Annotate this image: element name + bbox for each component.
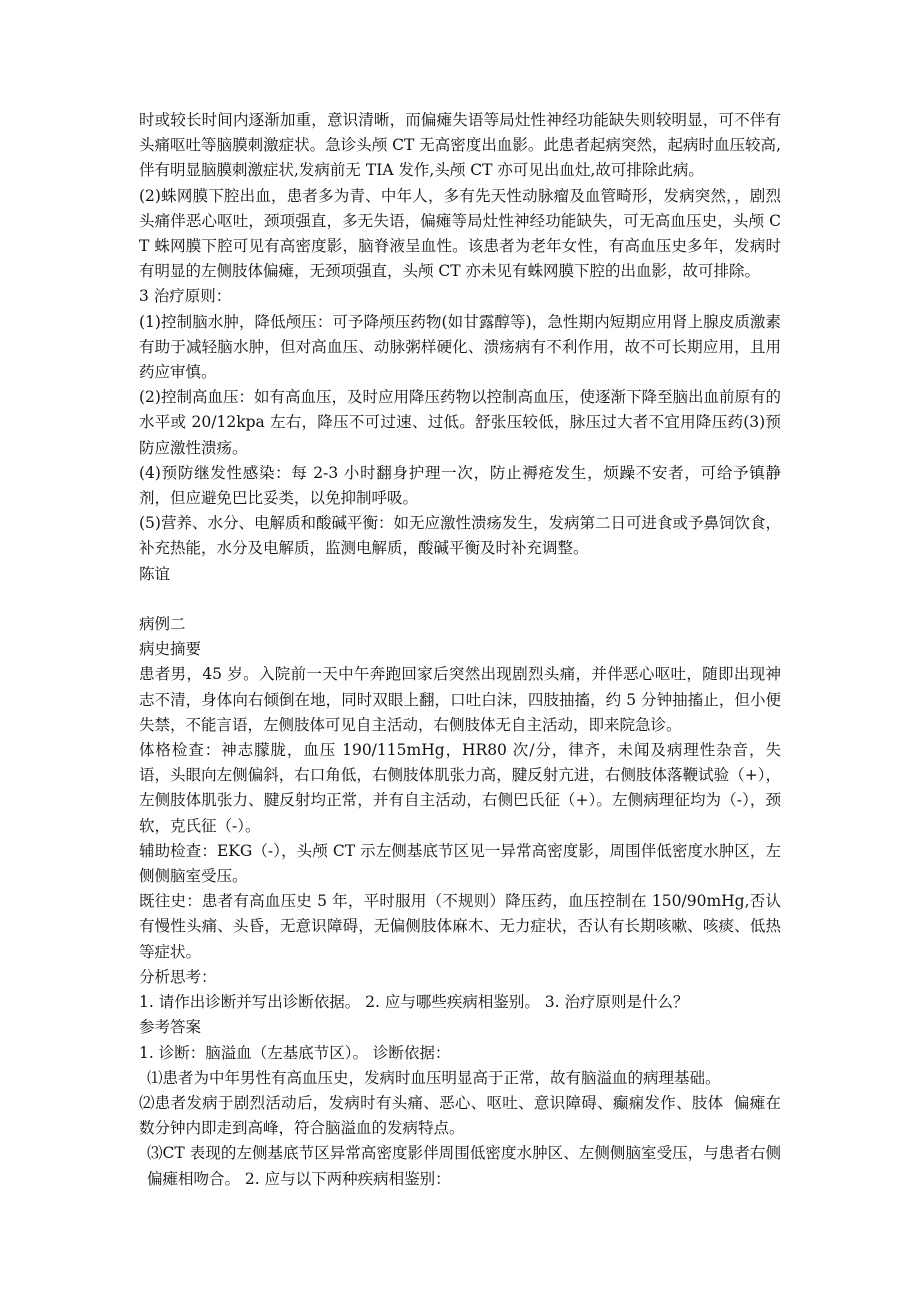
paragraph-treatment-2: (2)控制高血压：如有高血压，及时应用降压药物以控制高血压，使逐渐下降至脑出血前原有的水平或 20/12kpa 左右，降压不可过速、过低。舒张压较低，脉压过大者不宜用降压药(3)预防应激性溃疡。 xyxy=(139,388,781,457)
document-body xyxy=(139,108,781,1192)
paragraph-hemorrhage-differential-continued: 时或较长时间内逐渐加重，意识清晰，而偏瘫失语等局灶性神经功能缺失则较明显，可不伴有头痛呕吐等脑膜刺激症状。急诊头颅 CT 无高密度出血影。此患者起病突然，起病时血压较高,伴有明显脑膜刺激症状,发病前无 TIA 发作,头颅 CT 亦可见出血灶,故可排除此病。 xyxy=(139,111,781,180)
paragraph-treatment-5: (5)营养、水分、电解质和酸碱平衡：如无应激性溃疡发生，发病第二日可进食或予鼻饲饮食，补充热能，水分及电解质，监测电解质，酸碱平衡及时补充调整。 xyxy=(139,514,781,558)
paragraph-treatment-1: (1)控制脑水肿，降低颅压：可予降颅压药物(如甘露醇等)，急性期内短期应用肾上腺皮质激素有助于减轻脑水肿，但对高血压、动脉粥样硬化、溃疡病有不利作用，故不可长期应用，且用药应审慎。 xyxy=(139,312,781,382)
section-history-summary: 病史摘要 xyxy=(139,640,202,659)
paragraph-basis-1: ⑴患者为中年男性有高血压史，发病时血压明显高于正常，故有脑溢血的病理基础。 xyxy=(147,1068,721,1087)
blank-line xyxy=(139,587,781,612)
heading-analysis: 分析思考： xyxy=(139,967,217,986)
author-name: 陈谊 xyxy=(139,564,171,583)
paragraph-basis-2: ⑵患者发病于剧烈活动后，发病时有头痛、恶心、呕吐、意识障碍、癫痫发作、肢体 偏瘫在数分钟内即走到高峰，符合脑溢血的发病特点。 xyxy=(139,1093,781,1138)
paragraph-past-history: 既往史：患者有高血压史 5 年，平时服用（不规则）降压药，血压控制在 150/90mHg,否认有慢性头痛、头昏，无意识障碍，无偏侧肢体麻木、无力症状，否认有长期咳嗽、咳痰、低热等症状。 xyxy=(139,892,781,961)
paragraph-basis-3: ⑶CT 表现的左侧基底节区异常高密度影伴周围低密度水肿区、左侧侧脑室受压，与患者右侧偏瘫相吻合。 2. 应与以下两种疾病相鉴别： xyxy=(147,1144,781,1188)
heading-reference-answer: 参考答案 xyxy=(139,1018,202,1037)
paragraph-diagnosis: 1. 诊断：脑溢血（左基底节区）。 诊断依据： xyxy=(139,1043,451,1062)
paragraph-treatment-4: (4)预防继发性感染：每 2-3 小时翻身护理一次，防止褥疮发生，烦躁不安者，可给予镇静剂，但应避免巴比妥类，以免抑制呼吸。 xyxy=(139,463,781,508)
heading-treatment-principles: 3 治疗原则： xyxy=(139,287,232,306)
paragraph-questions: 1. 请作出诊断并写出诊断依据。 2. 应与哪些疾病相鉴别。 3. 治疗原则是什么？ xyxy=(139,993,689,1012)
case-title: 病例二 xyxy=(139,615,186,634)
paragraph-history: 患者男，45 岁。入院前一天中午奔跑回家后突然出现剧烈头痛，并伴恶心呕吐，随即出现神志不清，身体向右倾倒在地，同时双眼上翻，口吐白沫，四肢抽搐，约 5 分钟抽搐止，但小便失禁，不能言语，左侧肢体可见自主活动，右侧肢体无自主活动，即来院急诊。 xyxy=(139,665,781,734)
paragraph-subarachnoid-hemorrhage: (2)蛛网膜下腔出血，患者多为青、中年人，多有先天性动脉瘤及血管畸形，发病突然，，剧烈头痛伴恶心呕吐，颈项强直，多无失语，偏瘫等局灶性神经功能缺失，可无高血压史，头颅 CT 蛛网膜下腔可见有高密度影，脑脊液呈血性。该患者为老年女性，有高血压史多年，发病时有明显的左侧肢体偏瘫，无颈项强直，头颅 CT 亦未见有蛛网膜下腔的出血影，故可排除。 xyxy=(139,186,781,281)
paragraph-auxiliary-exam: 辅助检查：EKG（-），头颅 CT 示左侧基底节区见一异常高密度影，周围伴低密度水肿区，左侧侧脑室受压。 xyxy=(139,841,781,886)
paragraph-physical-exam: 体格检查：神志朦胧，血压 190/115mHg，HR80 次/分，律齐，未闻及病理性杂音，失语，头眼向左侧偏斜，右口角低，右侧肢体肌张力高，腱反射亢进，右侧肢体落鞭试验（+），左侧肢体肌张力、腱反射均正常，并有自主活动，右侧巴氏征（+）。左侧病理征均为（-），颈软，克氏征（-）。 xyxy=(139,741,781,835)
